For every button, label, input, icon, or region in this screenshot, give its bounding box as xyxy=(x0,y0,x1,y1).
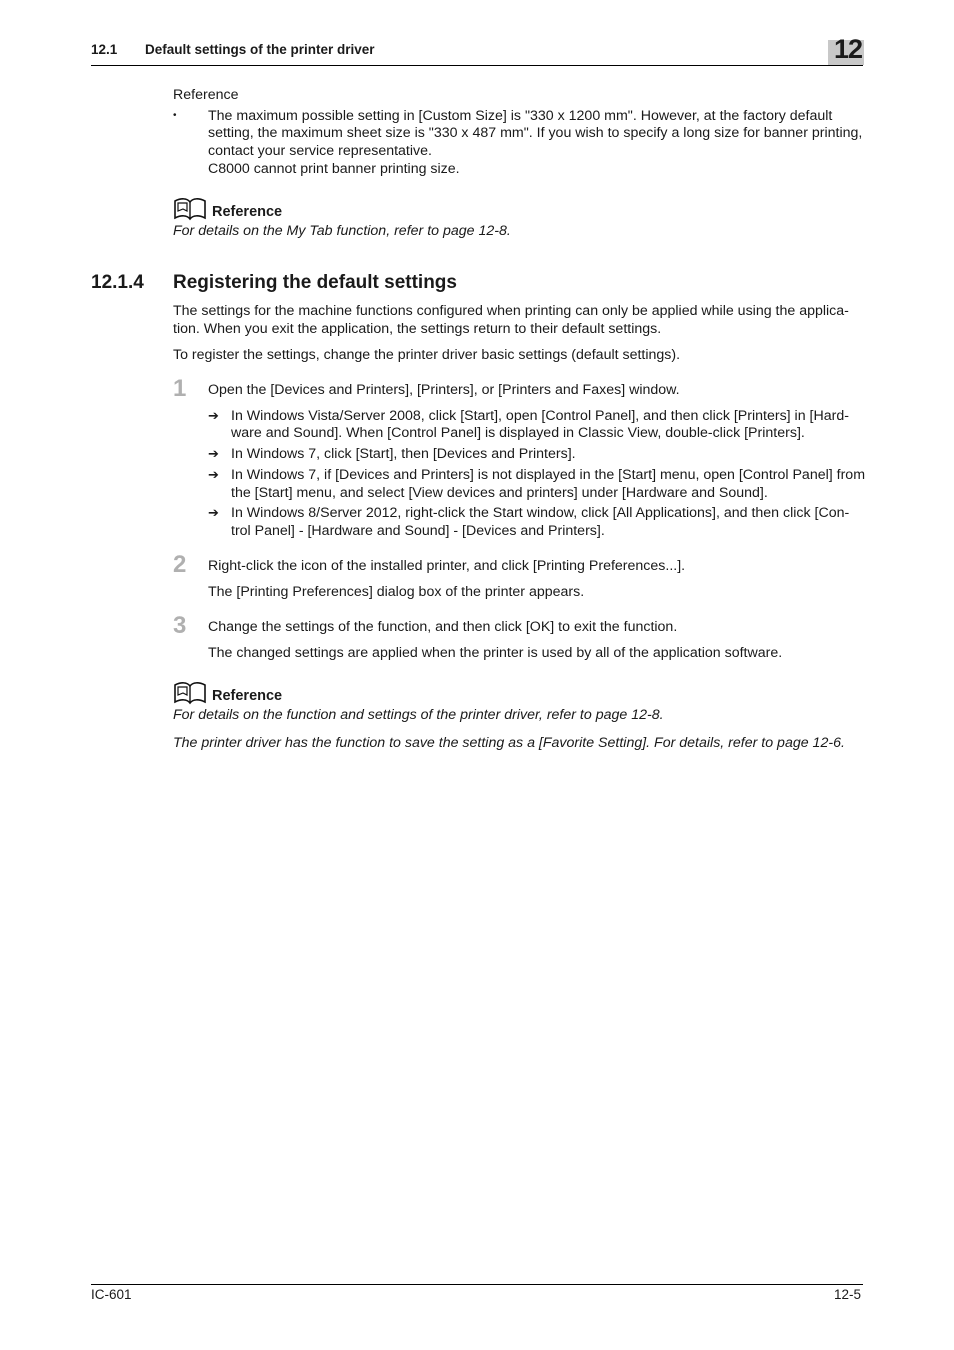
arrow-icon: ➔ xyxy=(208,505,219,520)
reference-text-2a: For details on the function and settings of the printer driver, refer to page 12-8. xyxy=(173,707,664,723)
substep-1-line-2: ware and Sound]. When [Control Panel] is displayed in Classic View, double-click [Printers]. xyxy=(231,425,805,441)
reference-label: Reference xyxy=(173,87,239,103)
arrow-icon: ➔ xyxy=(208,408,219,423)
open-book-icon xyxy=(173,681,207,705)
header-section-title: Default settings of the printer driver xyxy=(145,42,375,57)
substep-3-line-2: the [Start] menu, and select [View devices and printers] under [Hardware and Sound]. xyxy=(231,485,768,501)
bullet-line-3: contact your service representative. xyxy=(208,143,432,159)
step-text-3: Change the settings of the function, and then click [OK] to exit the function. xyxy=(208,619,678,635)
arrow-icon: ➔ xyxy=(208,446,219,461)
bullet-icon: • xyxy=(173,110,177,121)
reference-text-2b: The printer driver has the function to save the setting as a [Favorite Setting]. For details, refer to page 12-6. xyxy=(173,735,845,751)
section-title: Registering the default settings xyxy=(173,272,457,293)
bullet-line-1: The maximum possible setting in [Custom Size] is "330 x 1200 mm". However, at the factory default xyxy=(208,108,833,124)
step-result-3: The changed settings are applied when the printer is used by all of the application software. xyxy=(208,645,783,661)
reference-title-1: Reference xyxy=(212,204,283,220)
header-section-number: 12.1 xyxy=(91,42,118,57)
intro-paragraph-2: To register the settings, change the printer driver basic settings (default settings). xyxy=(173,347,681,363)
substep-1-line-1: In Windows Vista/Server 2008, click [Start], open [Control Panel], and then click [Printers] in [Hard- xyxy=(231,408,849,424)
step-number-2: 2 xyxy=(173,551,187,578)
substep-4-line-1: In Windows 8/Server 2012, right-click the Start window, click [All Applications], and then click [Con- xyxy=(231,505,850,521)
footer-rule xyxy=(91,1284,863,1285)
step-number-3: 3 xyxy=(173,612,187,639)
step-result-2: The [Printing Preferences] dialog box of the printer appears. xyxy=(208,584,585,600)
substep-2-line-1: In Windows 7, click [Start], then [Devices and Printers]. xyxy=(231,446,576,462)
intro-line-1: The settings for the machine functions configured when printing can only be applied while using the applica- xyxy=(173,303,849,319)
reference-text-1: For details on the My Tab function, refer to page 12-8. xyxy=(173,223,511,239)
step-text-1: Open the [Devices and Printers], [Printers], or [Printers and Faxes] window. xyxy=(208,382,680,398)
chapter-number: 12 xyxy=(834,34,863,64)
intro-line-2: tion. When you exit the application, the settings return to their default settings. xyxy=(173,321,662,337)
bullet-line-2: setting, the maximum sheet size is "330 x 487 mm". If you wish to specify a long size for banner printing, xyxy=(208,125,863,141)
step-text-2: Right-click the icon of the installed printer, and click [Printing Preferences...]. xyxy=(208,558,686,574)
bullet-line-4: C8000 cannot print banner printing size. xyxy=(208,161,460,177)
footer-page-number: 12-5 xyxy=(834,1287,862,1302)
section-number: 12.1.4 xyxy=(91,272,144,293)
substep-3-line-1: In Windows 7, if [Devices and Printers] is not displayed in the [Start] menu, open [Control Panel] from xyxy=(231,467,866,483)
footer-model: IC-601 xyxy=(91,1287,132,1302)
open-book-icon xyxy=(173,197,207,221)
reference-title-2: Reference xyxy=(212,688,283,704)
header-rule xyxy=(91,65,863,66)
arrow-icon: ➔ xyxy=(208,467,219,482)
step-number-1: 1 xyxy=(173,375,187,402)
substep-4-line-2: trol Panel] - [Hardware and Sound] - [Devices and Printers]. xyxy=(231,523,605,539)
